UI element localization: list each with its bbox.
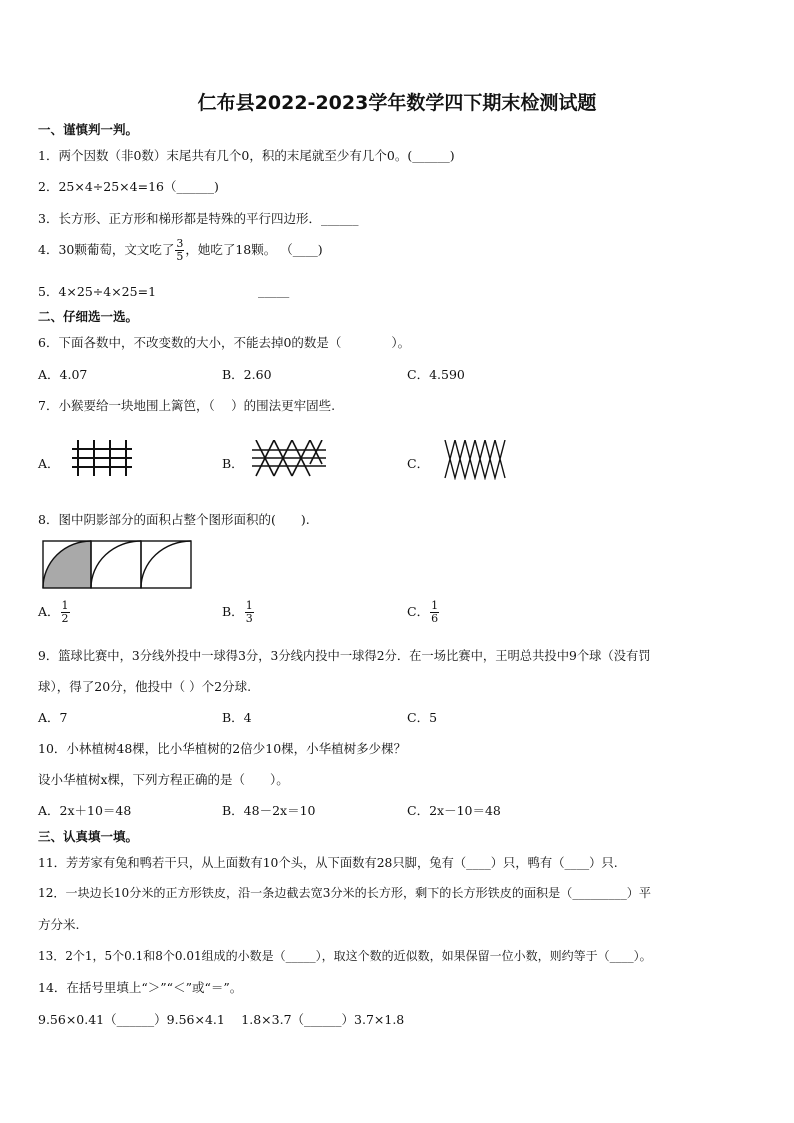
question-13: 13．2个1，5个0.1和8个0.01组成的小数是（_____），取这个数的近似数，如果保留一位小数，则约等于（____）。 [38, 949, 652, 963]
question-7-label-a: A． [38, 456, 60, 471]
question-8-option-b-denominator: 3 [245, 612, 253, 625]
question-4 [38, 238, 323, 263]
question-1: 1．两个因数（非0数）末尾共有几个0，积的末尾就至少有几个0。(______) [38, 148, 455, 163]
question-10-option-c: C．2x－10＝48 [407, 803, 501, 818]
question-4-fraction [175, 238, 184, 263]
question-9-option-a: A．7 [38, 710, 68, 725]
question-12-line-2: 方分米. [38, 917, 80, 932]
question-4-numerator: 3 [176, 237, 184, 250]
question-8-option-c [407, 600, 440, 625]
question-11: 11．芳芳家有兔和鸭若干只，从上面数有10个头，从下面数有28只脚，兔有（____）只，鸭有（____）只. [38, 856, 618, 870]
fence-cross-figure [252, 440, 326, 478]
question-8-option-c-numerator: 1 [431, 599, 439, 612]
question-7-label-c: C． [407, 456, 430, 471]
fence-lattice-figure [443, 440, 507, 480]
question-8-option-a-denominator: 2 [61, 612, 69, 625]
question-14-comparisons: 9.56×0.41（______）9.56×4.1 1.8×3.7（______）3.7×1.8 [38, 1012, 405, 1027]
question-3: 3．长方形、正方形和梯形都是特殊的平行四边形．______ [38, 211, 359, 226]
question-9-line-2: 球），得了20分，他投中（ ）个2分球. [38, 679, 252, 694]
question-9-line-1: 9．篮球比赛中，3分线外投中一球得3分，3分线内投中一球得2分．在一场比赛中，王明总共投中9个球（没有罚 [38, 649, 651, 663]
question-5: 5．4×25÷4×25=1 [38, 284, 157, 299]
shaded-squares-figure [42, 540, 194, 590]
question-9-option-c: C．5 [407, 710, 438, 725]
question-8-option-a [38, 600, 71, 625]
question-8-option-b [222, 600, 255, 625]
question-6: 6．下面各数中，不改变数的大小，不能去掉0的数是（ ）。 [38, 335, 411, 350]
question-6-option-a: A．4.07 [38, 367, 88, 382]
question-8-option-c-label: C． [407, 604, 430, 619]
question-8-option-c-denominator: 6 [431, 612, 439, 625]
question-14: 14．在括号里填上“＞”“＜”或“＝”。 [38, 980, 243, 995]
question-7-label-b: B． [222, 456, 244, 471]
question-2: 2．25×4÷25×4=16（______) [38, 179, 219, 194]
question-4-prefix: 4．30颗葡萄，文文吃了 [38, 242, 175, 257]
question-10-option-a: A．2x＋10＝48 [38, 803, 132, 818]
section-heading-2: 二、仔细选一选。 [38, 309, 139, 324]
question-6-option-c: C．4.590 [407, 367, 465, 382]
question-8-option-b-numerator: 1 [245, 599, 253, 612]
question-7: 7．小猴要给一块地围上篱笆，（ ）的围法更牢固些. [38, 398, 336, 413]
fence-grid-figure [70, 440, 134, 478]
question-8: 8．图中阴影部分的面积占整个图形面积的( ). [38, 512, 310, 527]
question-9-option-b: B．4 [222, 710, 252, 725]
question-8-option-b-label: B． [222, 604, 244, 619]
page-title: 仁布县2022-2023学年数学四下期末检测试题 [197, 92, 597, 114]
question-8-option-a-label: A． [38, 604, 60, 619]
question-5-blank: _____ [258, 283, 290, 298]
question-10-option-b: B．48－2x＝10 [222, 803, 316, 818]
question-12-line-1: 12．一块边长10分米的正方形铁皮，沿一条边截去宽3分米的长方形，剩下的长方形铁皮的面积是（_________）平 [38, 886, 651, 900]
question-4-suffix: ，她吃了18颗。 （____) [185, 242, 323, 257]
question-10-line-1: 10．小林植树48棵，比小华植树的2倍少10棵，小华植树多少棵？ [38, 741, 407, 756]
question-6-option-b: B．2.60 [222, 367, 272, 382]
section-heading-3: 三、认真填一填。 [38, 829, 139, 844]
question-10-line-2: 设小华植树x棵，下列方程正确的是（ ）。 [38, 772, 289, 787]
section-heading-1: 一、谨慎判一判。 [38, 122, 139, 137]
question-4-denominator: 5 [176, 250, 184, 263]
question-8-option-a-numerator: 1 [61, 599, 69, 612]
